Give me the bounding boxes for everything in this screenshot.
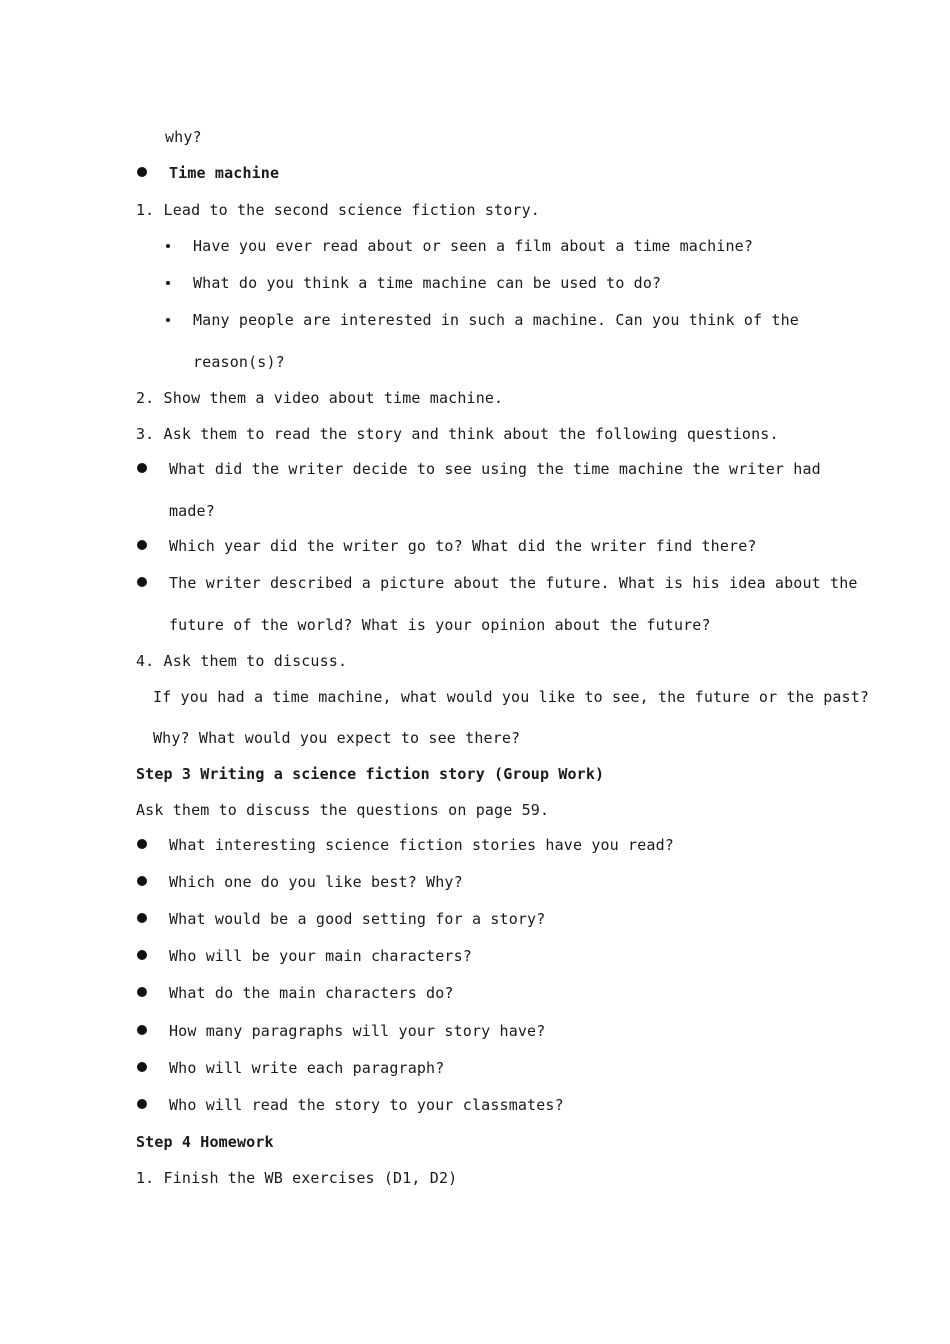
homework-item-1: 1. Finish the WB exercises (D1, D2) [136, 1169, 458, 1187]
bullet-decide-line-2: made? [169, 502, 215, 520]
question-ever-read: Have you ever read about or seen a film about a time machine? [193, 237, 754, 255]
step3-question-8: Who will read the story to your classmates? [169, 1096, 564, 1114]
numbered-item-3: 3. Ask them to read the story and think about the following questions. [136, 425, 779, 443]
bullet-picture-line-2: future of the world? What is your opinion about the future? [169, 616, 711, 634]
discuss-line-2: Why? What would you expect to see there? [153, 729, 521, 747]
bullet-icon [137, 1099, 147, 1109]
question-used-for: What do you think a time machine can be used to do? [193, 274, 662, 292]
bullet-icon [137, 913, 147, 923]
bullet-icon [137, 167, 147, 177]
bullet-icon [137, 950, 147, 960]
step3-question-2: Which one do you like best? Why? [169, 873, 463, 891]
bullet-which-year: Which year did the writer go to? What did the writer find there? [169, 537, 757, 555]
step3-question-1: What interesting science fiction stories have you read? [169, 836, 674, 854]
step3-question-4: Who will be your main characters? [169, 947, 472, 965]
small-bullet-icon [166, 318, 170, 322]
step3-heading: Step 3 Writing a science fiction story (Group Work) [136, 765, 605, 783]
numbered-item-2: 2. Show them a video about time machine. [136, 389, 504, 407]
question-many-people-line-1: Many people are interested in such a machine. Can you think of the [193, 311, 799, 329]
discuss-line-1: If you had a time machine, what would you like to see, the future or the past? [153, 688, 870, 706]
step3-intro: Ask them to discuss the questions on page 59. [136, 801, 550, 819]
small-bullet-icon [166, 281, 170, 285]
section-heading-time-machine: Time machine [169, 164, 280, 182]
step3-question-3: What would be a good setting for a story? [169, 910, 546, 928]
step3-question-5: What do the main characters do? [169, 984, 454, 1002]
bullet-icon [137, 987, 147, 997]
text-line-why: why? [165, 128, 202, 146]
numbered-item-1: 1. Lead to the second science fiction story. [136, 201, 540, 219]
step3-question-7: Who will write each paragraph? [169, 1059, 445, 1077]
bullet-icon [137, 463, 147, 473]
small-bullet-icon [166, 244, 170, 248]
bullet-picture-line-1: The writer described a picture about the future. What is his idea about the [169, 574, 858, 592]
step3-question-6: How many paragraphs will your story have? [169, 1022, 546, 1040]
bullet-icon [137, 876, 147, 886]
bullet-icon [137, 540, 147, 550]
bullet-decide-line-1: What did the writer decide to see using the time machine the writer had [169, 460, 821, 478]
question-many-people-line-2: reason(s)? [193, 353, 285, 371]
bullet-icon [137, 839, 147, 849]
step4-heading: Step 4 Homework [136, 1133, 274, 1151]
bullet-icon [137, 1025, 147, 1035]
numbered-item-4: 4. Ask them to discuss. [136, 652, 348, 670]
bullet-icon [137, 1062, 147, 1072]
bullet-icon [137, 577, 147, 587]
